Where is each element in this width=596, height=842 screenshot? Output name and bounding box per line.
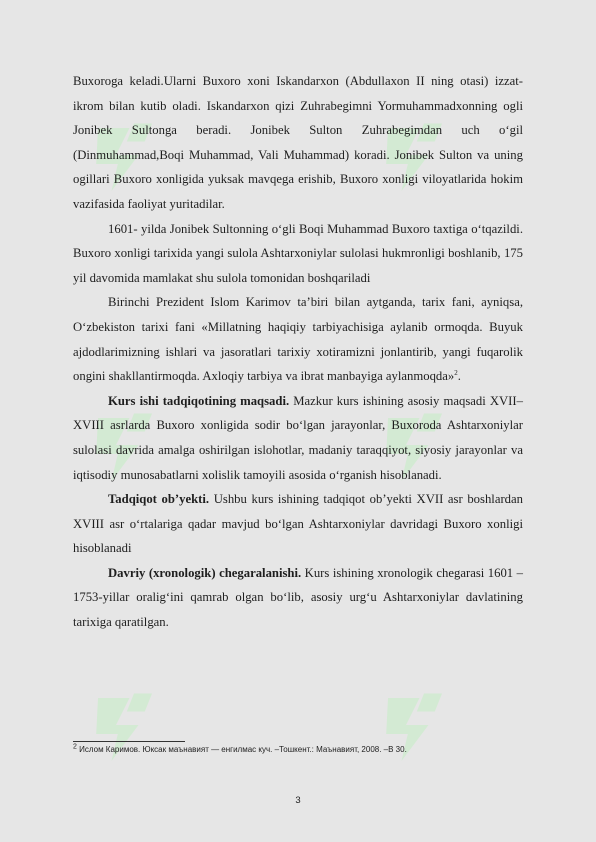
paragraph xyxy=(73,69,523,217)
paragraph-text: Birinchi Prezident Islom Karimov ta’biri bilan aytganda, tarix fani, ayniqsa, O‘zbekiston tarixi fani «Millatning haqiqiy tarbiyachisiga aylanib ormoqda. Buyuk ajdodlarimizning ishlari va jasoratlari tarixiy xotiramizni jonlantirib, yangi fuqarolik ongini shakllantirmoqda. Axloqiy tarbiya va ibrat manbayiga aylanmoqda» xyxy=(73,295,523,384)
paragraph-text: Mazkur kurs ishining asosiy maqsadi XVII–XVIII asrlarda Buxoro xonligida sodir bo‘lgan jarayonlar, Buxoroda Ashtarxoniylar sulolasi davrida amalga oshirilgan islohotlar, madaniy taraqqiyot, siyosiy jarayonlar va iqtisodiy munosabatlarni xolislik tamoyili asosida o‘rganish hisoblanadi. xyxy=(73,393,523,482)
logo-watermark-icon xyxy=(80,680,170,770)
paragraph-text: 1601- yilda Jonibek Sultonning o‘gli Boqi Muhammad Buxoro taxtiga o‘tqazildi. Buxoro xonligi tarixida yangi sulola Ashtarxoniylar sulolasi hukmronligi boshlanib, 175 yil davomida mamlakat shu sulola tomonidan boshqariladi xyxy=(73,221,523,285)
paragraph-text: Buxoroga keladi.Ularni Buxoro xoni Iskandarxon (Abdullaxon II ning otasi) izzat-ikrom bilan kutib oladi. Iskandarxon qizi Zuhrabegimni Yormuhammadxonning ogli Jonibek Sultonga beradi. Jonibek Sulton Zuhrabegimdan uch o‘gil (Dinmuhammad,Boqi Muhammad, Vali Muhammad) koradi. Jonibek Sulton va uning ogillari Buxoro xonligida yuksak mavqega erishib, Buxoro xonligi viloyatlarida hokim vazifasida faoliyat yuritadilar. xyxy=(73,74,523,211)
paragraph-tail: . xyxy=(457,369,461,384)
paragraph xyxy=(73,561,523,635)
paragraph xyxy=(73,217,523,291)
footnote-reference[interactable]: 2 xyxy=(454,368,458,377)
body-text xyxy=(73,69,523,635)
section-heading-inline: Tadqiqot ob’yekti. xyxy=(108,492,210,507)
footnote-text: Ислом Каримов. Юксак маънавият — енгилмас куч. –Тошкент.: Маънавият, 2008. –B 30. xyxy=(76,745,407,754)
paragraph-text: Kurs ishining xronologik chegarasi 1601 – 1753-yillar oralig‘ini qamrab olgan bo‘lib, asosiy urg‘u Ashtarxoniylar davlatining tarixiga qaratilgan. xyxy=(73,565,523,630)
page-number: 3 xyxy=(295,795,301,806)
footnote-divider xyxy=(73,741,185,742)
paragraph xyxy=(73,290,523,388)
paragraph-text: Ushbu kurs ishining tadqiqot ob’yekti XVII asr boshlardan XVIII asr o‘rtalariga qadar mavjud bo‘lgan Ashtarxoniylar davridagi Buxoro xonligi hisoblanadi xyxy=(73,492,523,556)
footnote xyxy=(73,744,433,756)
logo-watermark-icon xyxy=(370,680,460,770)
paragraph xyxy=(73,389,523,487)
footnote-number: 2 xyxy=(73,743,77,751)
paragraph xyxy=(73,487,523,561)
section-heading-inline: Davriy (xronologik) chegaralanishi. xyxy=(108,565,302,580)
section-heading-inline: Kurs ishi tadqiqotining maqsadi. xyxy=(108,393,290,408)
